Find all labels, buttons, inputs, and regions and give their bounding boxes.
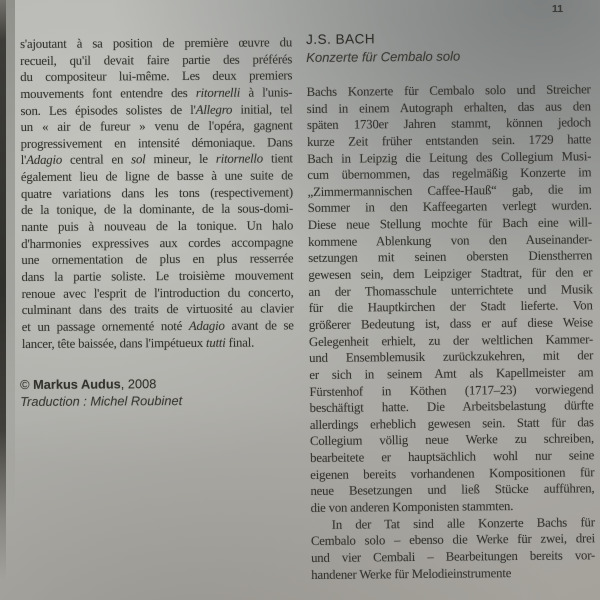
credit-block — [20, 372, 292, 412]
text-line: dans la partie soliste. Le troisième mouvement — [21, 268, 294, 284]
french-paragraph — [20, 34, 294, 352]
text-line: une ornementation de plus en plus resserrée — [21, 251, 294, 268]
text-line: Fürstenhof in Köthen (1717–23) vorwiegend — [309, 381, 594, 399]
text-line: Gelegenheit erhielt, zu der weltlichen Kammer- — [308, 331, 594, 349]
text-line: de la tonique, de la dominante, de la sous-domi- — [21, 201, 294, 218]
right-column-german-text — [306, 27, 595, 583]
text-line: eigenen bereits vorhandenen Kompositionen für — [310, 464, 595, 482]
text-line: un « air de fureur » venu de l'opéra, gagnent — [20, 118, 293, 135]
text-line: Collegium völlig neue Werke zu schreiben, — [309, 431, 595, 449]
text-line: et un passage ornementé noté Adagio avant de se — [21, 318, 294, 334]
text-line: größerer Bedeutung ist, dass er auf diese Weise — [308, 315, 593, 332]
text-line: beschäftigt hatte. Die Arbeitsbelastung dürfte — [309, 398, 594, 416]
text-line: handener Werke für Melodieinstrumente — [311, 565, 512, 582]
text-line: son. Les épisodes solistes de l'Allegro initial, tel — [20, 101, 293, 118]
text-line: „Zimmermannischen Caffee-Hauß“ gab, die im — [307, 182, 592, 199]
text-line: Cembalo solo – ebenso die Werke für zwei, drei — [310, 531, 595, 549]
text-line: Sommer in den Kaffeegarten verlegt wurden. — [307, 198, 592, 216]
text-line: und Ensemblemusik zurückzukehren, mit der — [309, 348, 594, 366]
text-line: allerdings erheblich gewesen sein. Statt für das — [309, 415, 594, 432]
text-line: die von anderen Komponisten stammten. — [310, 499, 514, 515]
text-line: progressivement en intensité démoniaque. Dans — [20, 135, 293, 151]
text-line: culminant dans des traits de virtuosité au clavier — [21, 301, 294, 318]
text-line: également lieu de ligne de basse à une suite de — [20, 168, 293, 185]
text-line: sind in einem Autograph erhalten, das aus den — [306, 98, 591, 116]
text-line: Bach in Leipzig die Leitung des Collegium Musi- — [307, 148, 592, 166]
copyright-credit-line — [20, 372, 292, 390]
text-line: und vier Cembali – Bearbeitungen bereits vor- — [311, 548, 596, 565]
text-line: Diese neue Stellung mochte für Bach eine will- — [307, 215, 592, 233]
page-number: 11 — [552, 3, 564, 15]
article-heading: J.S. BACH — [306, 31, 376, 47]
text-line: recueil, qu'il devait faire partie des préférés — [20, 51, 293, 68]
text-line: neue Besetzungen und ließ Stücke aufführen, — [310, 481, 595, 499]
text-line: l'Adagio central en sol mineur, le ritornello tient — [20, 151, 293, 168]
text-line: cum übernommen, das regelmäßig Konzerte im — [307, 165, 592, 183]
left-column-french-text — [20, 34, 294, 352]
text-line: lancer, tête baissée, dans l'impétueux tutti final. — [21, 335, 255, 351]
text-line: an der Thomasschule unterrichtete und Musik — [308, 281, 593, 299]
page-left-edge-shading — [6, 0, 15, 560]
text-line: renoue avec l'esprit de l'introduction du concerto, — [21, 284, 294, 301]
text-line: In der Tat sind alle Konzerte Bachs für — [331, 514, 595, 532]
text-line: © Markus Audus, 2008 — [20, 376, 157, 392]
text-line: mouvements font entendre des ritornelli à l'unis- — [20, 85, 293, 101]
text-line: für die Hauptkirchen der Stadt lieferte. Von — [308, 298, 593, 316]
article-subtitle: Konzerte für Cembalo solo — [306, 48, 461, 65]
text-line: bearbeitete er hauptsächlich wohl nur seine — [310, 448, 595, 466]
text-line: er sich in seinem Amt als Kapellmeister am — [309, 365, 594, 382]
text-line: kommene Ablenkung von den Auseinander- — [307, 232, 593, 249]
text-line: nante puis à nouveau de la tonique. Un halo — [21, 218, 294, 235]
german-paragraph-1 — [307, 81, 595, 516]
german-paragraph-2 — [311, 514, 596, 583]
text-line: Bachs Konzerte für Cembalo solo und Streicher — [306, 82, 591, 99]
text-line: quatre variations dans les tons (respectivement) — [20, 185, 294, 201]
text-line: gewesen sein, dem Leipziger Stadtrat, für den er — [308, 265, 593, 283]
translation-credit-line: Traduction : Michel Roubinet — [20, 392, 183, 409]
text-line: s'ajoutant à sa position de première œuvre du — [20, 35, 293, 51]
text-line: d'harmonies expressives aux cordes accompagne — [21, 235, 294, 251]
text-line: späten 1730er Jahren stammt, können jedoch — [306, 115, 591, 133]
text-line: setzungen mit seinen obersten Dienstherren — [308, 248, 593, 266]
text-line: kurze Zeit früher entstanden sein. 1729 hatte — [307, 132, 592, 149]
text-line: du compositeur lui-même. Les deux premiers — [20, 68, 293, 85]
